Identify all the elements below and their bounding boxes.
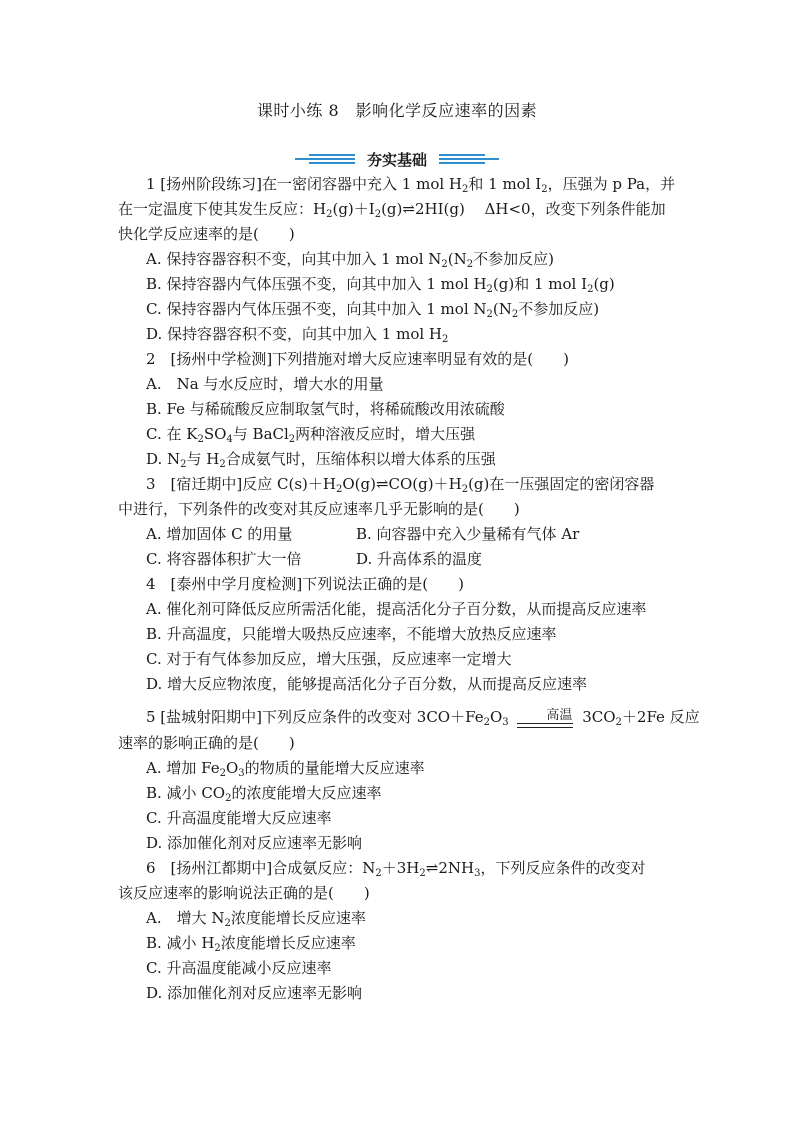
question-1-option-b[interactable]: B. 保持容器内气体压强不变，向其中加入 1 mol $H_2(g)$和 1 mol $I_2(g)$ — [146, 275, 615, 295]
question-1-line-2: 在一定温度下使其发生反应：$H_2(g)+I_2(g)\rightleftharpoons 2HI(g)$ ΔH<0，改变下列条件能加 — [118, 200, 666, 220]
question-4-stem: 4 [泰州中学月度检测]下列说法正确的是( ) — [146, 575, 464, 593]
section-label: 夯实基础 — [366, 150, 427, 169]
question-6-line-1: 6 [扬州江都期中]合成氨反应：$N_2+3H_2\rightleftharpoons 2NH_3$，下列反应条件的改变对 — [146, 859, 646, 879]
question-6-option-a[interactable]: A. 增大 $N_2$浓度能增长反应速率 — [146, 909, 366, 929]
question-4-option-d[interactable]: D. 增大反应物浓度，能够提高活化分子百分数，从而提高反应速率 — [146, 675, 588, 693]
question-5-option-a[interactable]: A. 增加 $Fe_2O_3$的物质的量能增大反应速率 — [146, 759, 425, 779]
section-left-decoration — [295, 154, 355, 164]
question-1-option-d[interactable]: D. 保持容器容积不变，向其中加入 1 mol $H_2$ — [146, 325, 449, 345]
question-3-line-1: 3 [宿迁期中]反应 $C(s)+H_2O(g)\rightleftharpoons CO(g)+H_2(g)$在一压强固定的密闭容器 — [146, 475, 655, 495]
question-6-option-d[interactable]: D. 添加催化剂对反应速率无影响 — [146, 984, 363, 1002]
question-5-line-2: 速率的影响正确的是( ) — [118, 734, 295, 752]
reaction-condition-label: 高温 — [546, 707, 573, 723]
question-5-option-d[interactable]: D. 添加催化剂对反应速率无影响 — [146, 834, 363, 852]
question-5-line-1: 5 [盐城射阳期中]下列反应条件的改变对 $3CO+Fe_2O_3$ 高温 $3CO_2+2Fe$ 反应 — [146, 707, 700, 728]
question-2-option-c[interactable]: C. 在 $K_2SO_4$与 BaCl$_2$两种溶液反应时，增大压强 — [146, 425, 476, 445]
question-6-option-b[interactable]: B. 减小 $H_2$浓度能增长反应速率 — [146, 934, 356, 954]
section-header — [0, 148, 794, 170]
question-5-option-c[interactable]: C. 升高温度能增大反应速率 — [146, 809, 332, 827]
question-4-option-b[interactable]: B. 升高温度，只能增大吸热反应速率，不能增大放热反应速率 — [146, 625, 557, 643]
question-4-option-c[interactable]: C. 对于有气体参加反应，增大压强，反应速率一定增大 — [146, 650, 512, 668]
question-4-option-a[interactable]: A. 催化剂可降低反应所需活化能，提高活化分子百分数，从而提高反应速率 — [146, 600, 647, 618]
question-3-option-c[interactable]: C. 将容器体积扩大一倍 — [146, 550, 302, 568]
question-2-option-b[interactable]: B. Fe 与稀硫酸反应制取氢气时，将稀硫酸改用浓硫酸 — [146, 400, 505, 418]
question-3-option-d[interactable]: D. 升高体系的温度 — [356, 550, 483, 568]
question-3-option-b[interactable]: B. 向容器中充入少量稀有气体 Ar — [356, 525, 580, 543]
question-2-option-a[interactable]: A. Na 与水反应时，增大水的用量 — [146, 375, 384, 393]
question-1-option-c[interactable]: C. 保持容器内气体压强不变，向其中加入 1 mol $N_2(N_2$不参加反应) — [146, 300, 600, 320]
question-6-option-c[interactable]: C. 升高温度能减小反应速率 — [146, 959, 332, 977]
question-3-options-ab — [118, 522, 680, 547]
question-5-option-b[interactable]: B. 减小 $CO_2$的浓度能增大反应速率 — [146, 784, 382, 804]
question-1-line-1: 1 [扬州阶段练习]在一密闭容器中充入 1 mol $H_2$和 1 mol $I_2$，压强为 p Pa，并 — [146, 175, 676, 195]
question-1-option-a[interactable]: A. 保持容器容积不变，向其中加入 1 mol $N_2(N_2$不参加反应) — [146, 250, 554, 270]
question-list — [118, 172, 700, 1006]
question-3-options-cd — [118, 547, 680, 572]
question-3-option-a[interactable]: A. 增加固体 C 的用量 — [146, 525, 293, 543]
reaction-condition-arrow — [517, 709, 573, 728]
question-2-stem: 2 [扬州中学检测]下列措施对增大反应速率明显有效的是( ) — [146, 350, 569, 368]
question-3-line-2: 中进行，下列条件的改变对其反应速率几乎无影响的是( ) — [118, 500, 520, 518]
question-6-line-2: 该反应速率的影响说法正确的是( ) — [118, 884, 370, 902]
section-right-decoration — [439, 154, 499, 164]
question-1-line-3: 快化学反应速率的是( ) — [118, 225, 295, 243]
page-title: 课时小练 8 影响化学反应速率的因素 — [256, 101, 538, 120]
question-2-option-d[interactable]: D. $N_2$与 $H_2$合成氨气时，压缩体积以增大体系的压强 — [146, 450, 496, 470]
